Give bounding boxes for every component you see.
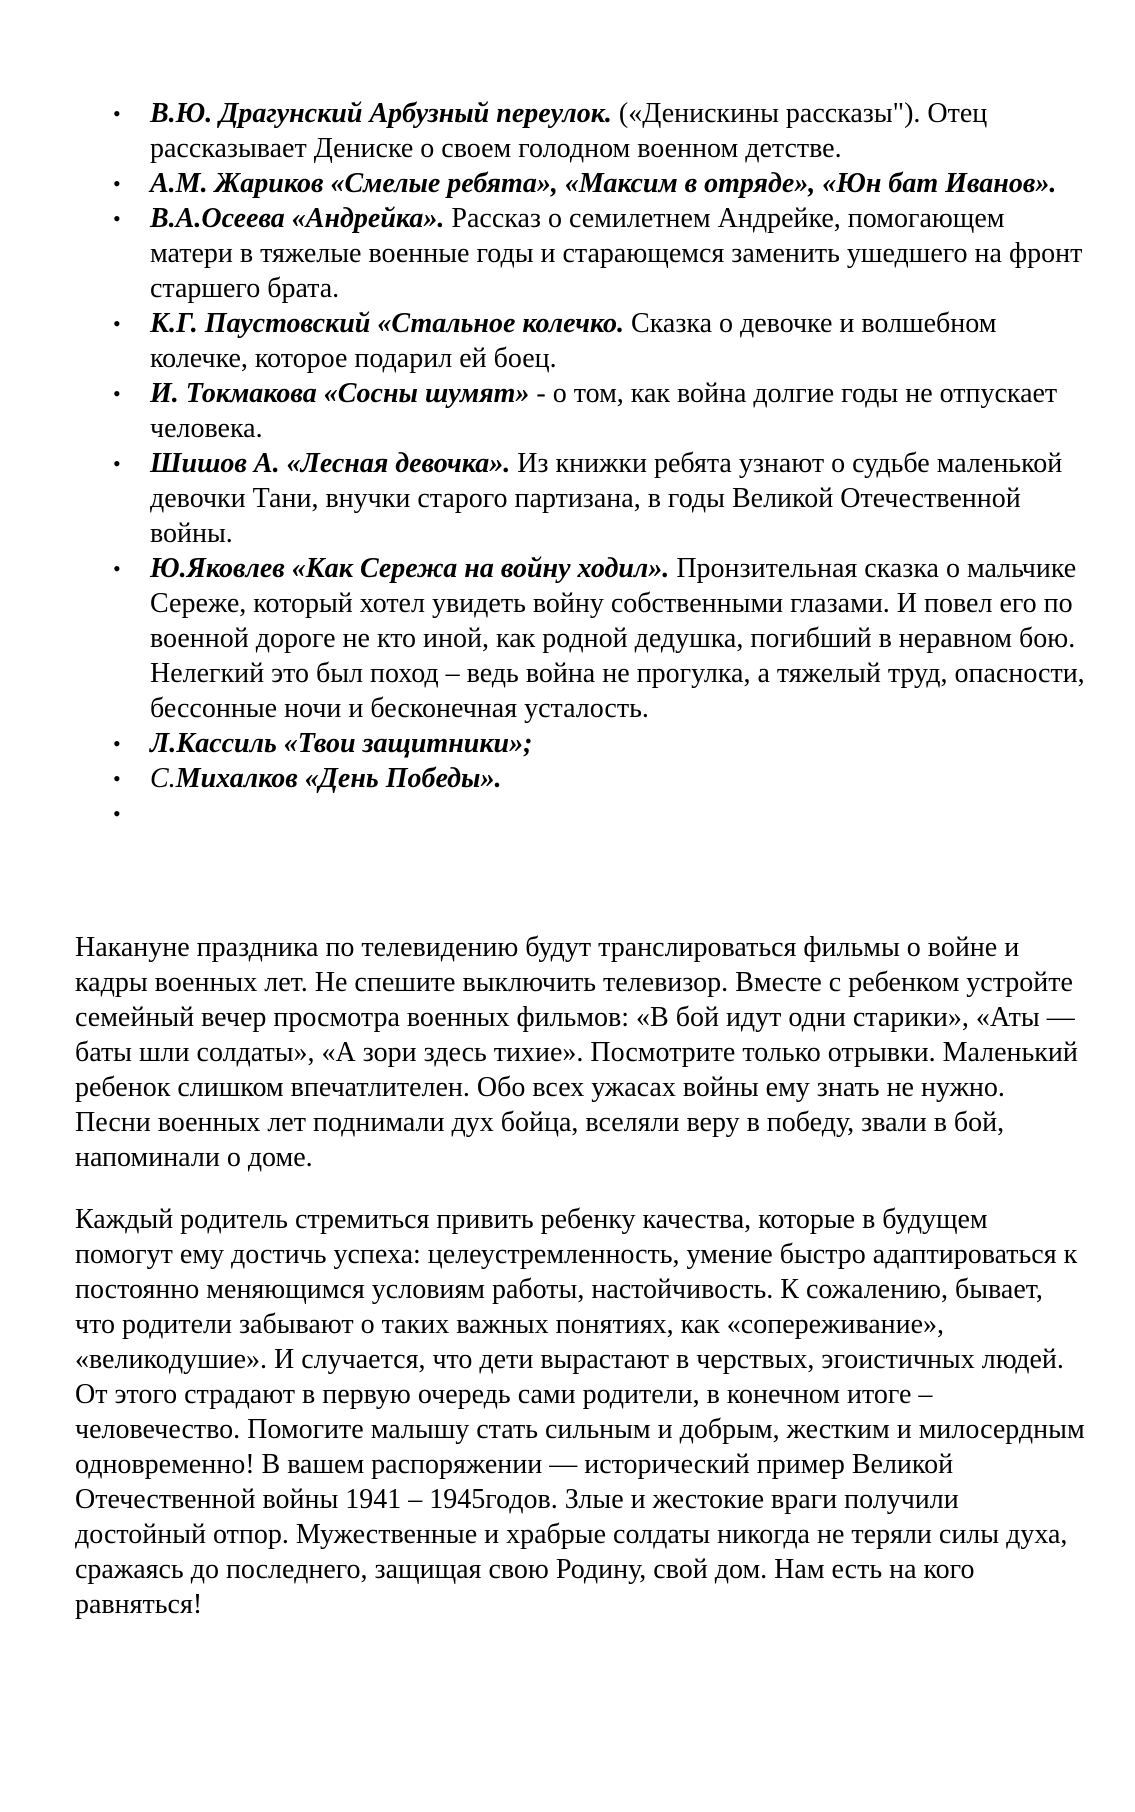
book-title: В.Ю. Драгунский Арбузный переулок. — [150, 98, 612, 129]
book-description: Сказка о девочке и волшебном колечке, которое подарил ей боец. — [150, 308, 997, 374]
bullet-icon: • — [113, 101, 121, 126]
bullet-icon: • — [113, 171, 121, 196]
book-title: В.А.Осеева «Андрейка». — [150, 203, 445, 234]
bullet-icon: • — [113, 451, 121, 476]
book-title: К.Г. Паустовский «Стальное колечко. — [150, 308, 625, 339]
bullet-icon: • — [113, 766, 121, 791]
book-title: И. Токмакова «Сосны шумят» — [150, 378, 530, 409]
book-title: Михалков «День Победы». — [175, 763, 502, 794]
list-item — [113, 551, 1085, 726]
book-description: («Денискины рассказы"). Отец рассказывает Дениске о своем голодном военном детстве. — [150, 98, 988, 164]
author-initial: С. — [150, 763, 176, 794]
bullet-icon: • — [113, 801, 121, 826]
list-item — [113, 201, 1085, 306]
book-title: Шишов А. «Лесная девочка». — [150, 448, 511, 479]
book-description: Из книжки ребята узнают о судьбе маленькой девочки Тани, внучки старого партизана, в годы Великой Отечественной войны. — [150, 448, 1063, 549]
list-item — [113, 166, 1085, 201]
bullet-icon: • — [113, 311, 121, 336]
bullet-icon: • — [113, 206, 121, 231]
book-title: Ю.Яковлев «Как Сережа на войну ходил». — [150, 553, 670, 584]
list-item — [113, 726, 1085, 761]
book-title: Л.Кассиль «Твои защитники»; — [150, 728, 533, 759]
book-list — [113, 96, 1085, 831]
list-item — [113, 306, 1085, 376]
book-description: Рассказ о семилетнем Андрейке, помогающем матери в тяжелые военные годы и старающемся заменить ушедшего на фронт старшего брата. — [150, 203, 1083, 304]
list-item — [113, 761, 1085, 796]
book-description: - о том, как война долгие годы не отпускает человека. — [150, 378, 1058, 444]
bullet-icon: • — [113, 381, 121, 406]
bullet-icon: • — [113, 556, 121, 581]
book-title: А.М. Жариков «Смелые ребята», «Максим в отряде», «Юн бат Иванов». — [150, 168, 1057, 199]
paragraph-tv-films: Накануне праздника по телевидению будут транслироваться фильмы о войне и кадры военных лет. Не спешите выключить телевизор. Вместе с ребенком устройте семейный вечер просмотра военных фильмов: «В бой идут одни старики», «Аты — баты шли солдаты», «А зори здесь тихие». Посмотрите только отрывки. Маленький ребенок слишком впечатлителен. Обо всех ужасах войны ему знать не нужно. Песни военных лет поднимали дух бойца, вселяли веру в победу, звали в бой, напоминали о доме. — [75, 932, 1078, 1173]
list-item — [113, 446, 1085, 551]
paragraph-parents: Каждый родитель стремиться привить ребенку качества, которые в будущем помогут ему достичь успеха: целеустремленность, умение быстро адаптироваться к постоянно меняющимся условиям работы, настойчивость. К сожалению, бывает, что родители забывают о таких важных понятиях, как «сопереживание», «великодушие». И случается, что дети вырастают в черствых, эгоистичных людей. От этого страдают в первую очередь сами родители, в конечном итоге – человечество. Помогите малышу стать сильным и добрым, жестким и милосердным одновременно! В вашем распоряжении — исторический пример Великой Отечественной войны 1941 – 1945годов. Злые и жестокие враги получили достойный отпор. Мужественные и храбрые солдаты никогда не теряли силы духа, сражаясь до последнего, защищая свою Родину, свой дом. Нам есть на кого равняться! — [75, 1204, 1085, 1620]
list-item — [113, 96, 1085, 166]
list-item — [113, 376, 1085, 446]
list-item-empty — [113, 796, 1085, 831]
book-description: Пронзительная сказка о мальчике Сереже, который хотел увидеть войну собственными глазами. И повел его по военной дороге не кто иной, как родной дедушка, погибший в неравном бою. Нелегкий это был поход – ведь война не прогулка, а тяжелый труд, опасности, бессонные ночи и бесконечная усталость. — [150, 553, 1085, 724]
bullet-icon: • — [113, 731, 121, 756]
